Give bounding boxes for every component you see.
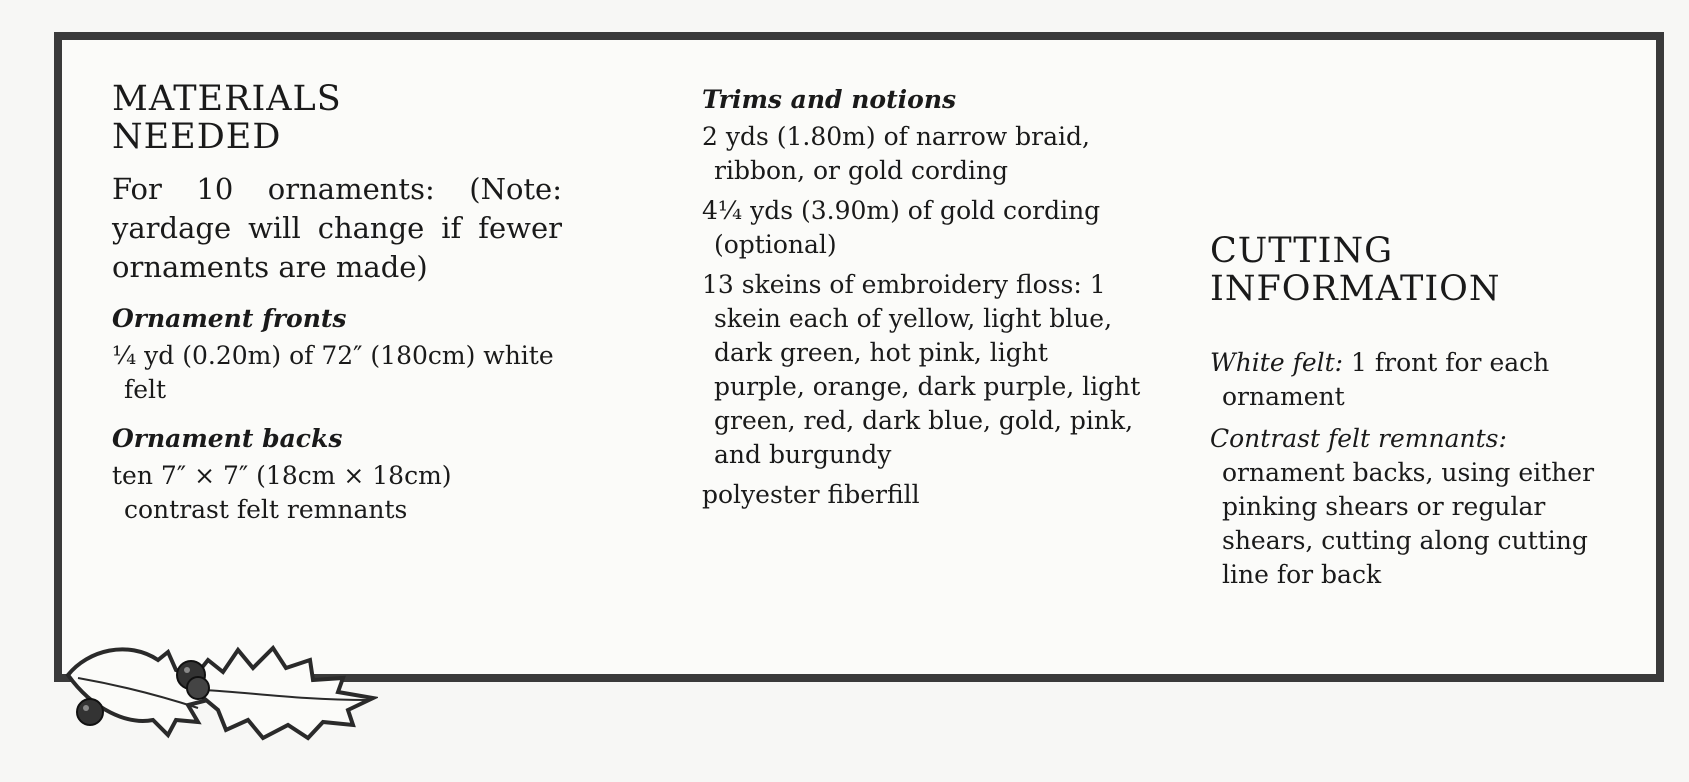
materials-intro: For 10 ornaments: (Note: yardage will change if fewer ornaments are made) <box>112 172 562 284</box>
cutting-entry <box>1210 346 1630 414</box>
trims-item: 2 yds (1.80m) of narrow braid, ribbon, or gold cording <box>702 122 1090 185</box>
trims-label: Trims and notions <box>702 85 957 114</box>
holly-icon <box>48 630 378 750</box>
ornament-fronts-label: Ornament fronts <box>112 304 347 333</box>
materials-heading-line2: NEEDED <box>112 117 282 157</box>
materials-heading-line1: MATERIALS <box>112 79 342 119</box>
trims-column <box>702 84 1142 518</box>
trims-item: 4¼ yds (3.90m) of gold cording (optional) <box>702 196 1101 259</box>
trims-item: polyester fiberfill <box>702 480 920 509</box>
cutting-heading-line2: INFORMATION <box>1210 269 1501 309</box>
cutting-entry-label: Contrast felt remnants: <box>1210 424 1507 453</box>
cutting-entry <box>1210 422 1630 592</box>
cutting-column <box>1210 232 1630 600</box>
cutting-entry-text: ornament backs, using either pinking shears or regular shears, cutting along cutting line for back <box>1222 458 1595 589</box>
cutting-heading <box>1210 232 1630 308</box>
ornament-fronts-text: ¼ yd (0.20m) of 72″ (180cm) white felt <box>112 341 554 404</box>
materials-column <box>112 80 562 533</box>
materials-heading <box>112 80 562 156</box>
trims-item: 13 skeins of embroidery floss: 1 skein each of yellow, light blue, dark green, hot pink, light purple, orange, dark purple, light green, red, dark blue, gold, pink, and burgundy <box>702 270 1141 469</box>
ornament-backs-label: Ornament backs <box>112 424 343 453</box>
cutting-heading-line1: CUTTING <box>1210 231 1394 271</box>
cutting-entry-label: White felt: <box>1210 348 1344 377</box>
cutting-entry-text: 1 front for each ornament <box>1222 348 1550 411</box>
materials-box <box>54 32 1664 682</box>
ornament-backs-text: ten 7″ × 7″ (18cm × 18cm) contrast felt remnants <box>112 461 452 524</box>
